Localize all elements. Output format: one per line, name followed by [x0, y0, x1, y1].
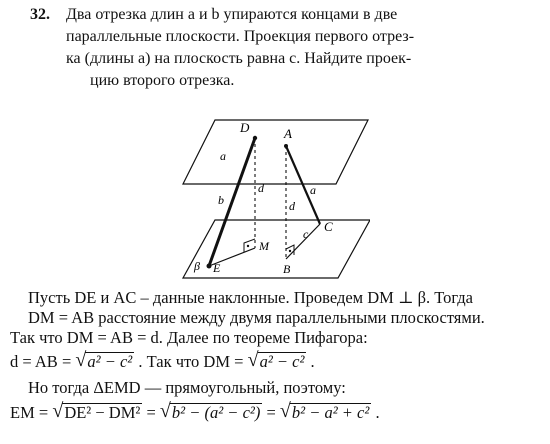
point-d — [253, 136, 257, 140]
solution-line-6 — [10, 400, 380, 423]
solution-line-1: Пусть DE и AC – данные наклонные. Проведем DM ⊥ β. Тогда — [28, 288, 473, 307]
problem-line-3: ка (длины a) на плоскость равна c. Найдите проек- — [66, 50, 412, 67]
line4-pre: d = AB = — [10, 352, 72, 371]
sqrt-a2-c2-2: √ a² − c² — [247, 349, 305, 371]
solution-line-4 — [10, 349, 315, 372]
label-beta: β — [194, 259, 200, 273]
problem-line-1: Два отрезка длин a и b упираются концами в две — [66, 6, 398, 23]
dot-b — [289, 250, 291, 252]
solution-line-5: Но тогда ΔEMD — прямоугольный, поэтому: — [28, 378, 346, 397]
problem-line-4: цию второго отрезка. — [90, 72, 235, 89]
problem-line-2: параллельные плоскости. Проекция первого отрез- — [66, 28, 415, 45]
line4-mid: . Так что DM = — [138, 352, 244, 371]
sqrt-de2-dm2: √ DE² − DM² — [52, 400, 141, 422]
label-d: D — [240, 120, 250, 135]
line6-pre: EM = — [10, 403, 49, 422]
label-a: A — [284, 126, 292, 141]
line4-end: . — [310, 352, 315, 371]
line6-eq1: = — [146, 403, 156, 422]
point-a — [284, 144, 288, 148]
label-d-left: d — [258, 181, 264, 195]
label-e: E — [213, 261, 221, 275]
point-e — [207, 264, 212, 269]
geometry-figure — [180, 112, 370, 284]
upper-plane — [183, 120, 368, 184]
line6-end: . — [375, 403, 380, 422]
sqrt-b2-minus: √ b² − (a² − c²) — [159, 400, 261, 422]
label-point-b: B — [283, 262, 291, 276]
line6-eq2: = — [266, 403, 276, 422]
label-c: c — [303, 227, 309, 241]
solution-line-2: DM = AB расстояние между двумя параллельными плоскостями. — [28, 308, 485, 327]
lower-plane-beta — [183, 220, 370, 278]
dot-m — [247, 245, 249, 247]
label-plane-a: a — [220, 149, 226, 163]
label-a-seg: a — [310, 183, 316, 197]
problem-number: 32. — [30, 6, 50, 23]
sqrt-a2-c2: √ a² − c² — [75, 349, 133, 371]
label-point-c: C — [324, 219, 333, 234]
label-b: b — [218, 193, 224, 207]
label-d-right: d — [289, 199, 295, 213]
sqrt-b2-a2-c2: √ b² − a² + c² — [279, 400, 370, 422]
label-m: M — [259, 239, 269, 253]
solution-line-3: Так что DM = AB = d. Далее по теореме Пифагора: — [10, 328, 368, 347]
